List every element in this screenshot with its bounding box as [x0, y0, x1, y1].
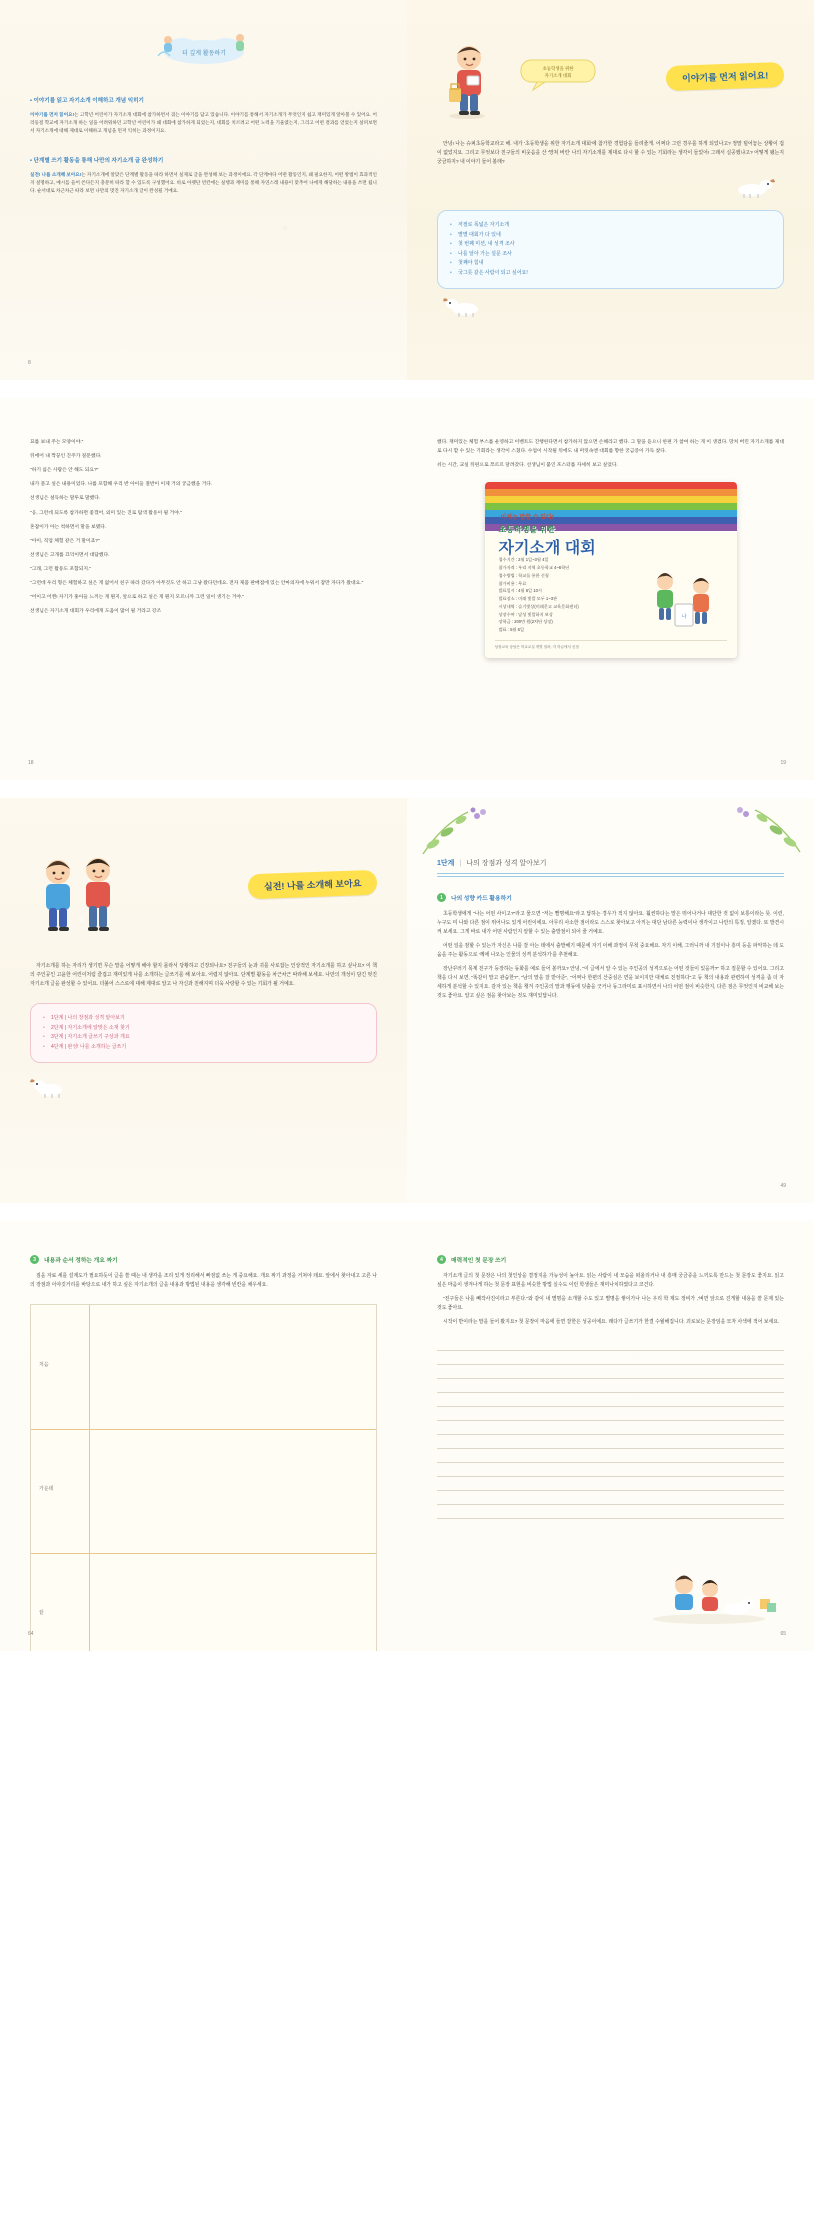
list-item: • 국그릇 같은 사람이 되고 싶어요! [450, 269, 771, 279]
speech-bubble-icon [519, 56, 599, 96]
chapter-body: 안녕! 나는 슈퍼초등학교라고 해. 내가 '초등학생을 위한 자기소개 대회'에 참가한 경험담을 들려줄게. 어쩌다 그런 경우를 하게 되었나고? 정말 털어놓는 상황이 겁이 없었지요. 그리고 무엇보다 친구들의 비웃음을 산 '망쳐 버린' 나의 자기소개를 제대로 다시 할 수 있는 기회라는 생각이 들었어! 그래서 실공했냐고? 어떻게 됐는지 궁금하지? 내 이야기 들어 볼래? [437, 142, 784, 166]
spread-1 [0, 0, 814, 380]
list-item: • 별별 대회가 다 있네 [450, 231, 771, 241]
toc-callout [437, 210, 784, 289]
poster-info [499, 556, 579, 634]
poster-info-row: 발표 : 5월 6일 [498, 627, 524, 633]
boy-figure-icon [437, 32, 511, 120]
writing-line[interactable] [437, 1407, 784, 1421]
poster-info-row: 상장수여 : 달성 빛깔하지 보상 [498, 611, 553, 617]
page-number: 49 [780, 1183, 786, 1189]
poster-info-row: 장학금 : 200만 원(2차단 상장) [498, 619, 553, 625]
poster-kicker: 이제는 말할 수 있다! [500, 515, 554, 522]
worksheet-divider [31, 1429, 376, 1430]
page-number: 64 [28, 1631, 34, 1637]
body-text: 는 고학년 어린이가 자기소개 대회에 참가하면서 겪는 이야기를 담고 있습니다. 이야기를 통해서 자기소개가 무엇인지 쉽고 재미있게 알아볼 수 있어요. 어리둥절 학교에 자기소개 하는 일을 어려워하던 고학년 어린이가 왜 대회에 참가하게 되었는지, 대회를 치르려고 어떤 노력을 기울였는지, 그리고 어떤 결과를 얻었는지 살펴보면서 자기소개에 대해 제대로 이해하고 개념을 먼저 익히는 과정이지요. [30, 112, 377, 134]
page-right-1 [407, 0, 814, 380]
two-boys-figure-icon [30, 848, 134, 940]
section-header [30, 1255, 377, 1264]
writing-line[interactable] [437, 1505, 784, 1519]
dog-illustration [437, 172, 784, 196]
header-illustration [30, 848, 377, 940]
section-block-2 [30, 156, 377, 195]
writing-line[interactable] [437, 1379, 784, 1393]
page-number: 18 [28, 760, 34, 766]
poster-info-row: 참가자격 : 우리 지역 초등학교 4~6학년 [498, 565, 570, 571]
section-paragraph: 초등학생에게 "나는 어떤 사이고?"라고 물으면 "저는 빨명해요"라고 답하는 경우가 적지 않아요. 훨씬하다는 말은 뛰어나거나 대단한 것 없이 보통이라는 뜻. 이런, 누구도 미 나와 다른 점이 뛰어나도 있게 어린이에요. 아무리 사소한 점이라도 스스로 찾아보고 아끼는 대단 남다른 능력이나 생각이고 나만의 특징, 알겠다. 또 발견시켜 보세요. 그게 바로 내가 어떤 사람인지 알할 수 있는 출발점이 되어 줄 거예요. [437, 912, 784, 936]
section-paragraph: 시작이 반이라는 말을 들어 봤지요? 첫 문장이 마음에 들면 잘한은 성공이에요. 래다가 글쓰기가 한결 수월해집니다. 괴로보는 문장임을 모자 사색에 적어 보세요. [443, 1320, 780, 1326]
contest-poster [485, 482, 737, 658]
steps-callout [30, 1003, 377, 1063]
story-text-left [30, 438, 377, 616]
kids-writing-illustration-icon [634, 1567, 784, 1625]
story-line: "어이고 어쩐! 자기가 홍아들 느끼는 게 뭔지, 앞으로 하고 싶은 게 뭔지 모르니까 그런 일이 생기는 거야." [30, 595, 245, 601]
floral-decor-right-icon [690, 802, 810, 862]
chapter-body: 자기소개를 하는 자리가 생기면 무슨 말을 어떻게 해야 할지 몰라서 당황하고 긴장되나요? 친구들의 눈과 귀를 사로잡는 인상적인 자기소개를 하고 싶나요? 이 책의 주인공인 고윤한 어린이처럼 즐겁고 재미있게 나를 소개하는 글쓰기를 해 보아요. 어렵지 않아요. 단계별 활동을 차근차근 따라해 보세요. 나만의 개성이 담긴 멋진 자기소개 글을 완성할 수 있어요. 더불어 스스로에 대해 제대로 알고 나 자신과 친해지며 더욱 사랑할 수 있는 기회가 될 거예요. [30, 964, 377, 988]
section-title: 나의 성향 카드 활용하기 [451, 896, 512, 902]
worksheet-divider [89, 1305, 90, 1651]
story-line: "그런데 우리 형은 체험하고 싶은 게 없어서 친구 따라 갔다가 아무것도 안 하고 그냥 왔다던데요. 전자 제품 판매점에 있는 안마의자에 누워서 잠만 자다가 왔대요." [30, 581, 364, 587]
poster-footer: 성장교육 상담은 학교교실 개별 열려, 각 학급에서 신청 [495, 640, 727, 650]
page-number: 65 [780, 1631, 786, 1637]
poster-kids-illustration [643, 562, 733, 642]
story-line: "그래, 그런 활동도 포함되지." [30, 566, 92, 572]
writing-line[interactable] [437, 1351, 784, 1365]
dog-bottom-illustration [437, 289, 784, 319]
step-subtitle: 나의 장점과 성격 알아보기 [466, 860, 547, 867]
list-item: • 나를 알아 가는 설문 조사 [450, 250, 771, 260]
list-item: • 4단계 | 완성! 나를 소개하는 글쓰기 [43, 1043, 364, 1053]
worksheet-divider [31, 1553, 376, 1554]
story-line: "하기 싫은 사람은 안 해도 되요?" [30, 468, 99, 474]
dog-illustration-icon [30, 1073, 74, 1099]
section-paragraph: "친구들은 나를 빼작사진이라고 부른다."와 같이 내 별명을 소개할 수도 있고 별명을 쌓이가나 나는 우리 학 제도 정비가 ,'벼면 앞으로 진게할 내용을 쓸 문제 있는 것도 좋아요. [437, 1297, 784, 1312]
poster-title-line1: 초등학생을 위한 [498, 525, 555, 535]
section-paragraph: 어떤 일을 잠할 수 있는가 자신은 나를 잘 아는 데에서 출발해기 때문에 자기 이해 과정이 무척 중요해요. 자기 이해, 그러니까 내 기질이나 흥미 등을 파악하는 데 도움을 주는 활동으로 '께에 나오는 인물의 성격 분석하기'를 추천해요. [437, 944, 784, 959]
cloud-banner [30, 26, 377, 68]
section-number-chip: 4 [437, 1255, 446, 1264]
story-line: 쉬는 시간, 교실 뒤편으로 쪼르르 달려갔다. 선생님이 붙인 포스터를 자세히 보고 싶었다. [437, 463, 618, 469]
list-item: • 3단계 | 자기소개 글쓰기 구상과 개요 [43, 1033, 364, 1043]
page-left-4 [0, 1221, 407, 1651]
toc-list [450, 221, 771, 278]
svg-text:초등학생을 위한: 초등학생을 위한 [542, 66, 574, 71]
writing-line[interactable] [437, 1365, 784, 1379]
page-right-3 [407, 798, 814, 1203]
writing-line[interactable] [437, 1463, 784, 1477]
worksheet-row-label: 처음 [39, 1362, 49, 1369]
body-text: 는 자기소개에 알맞은 단계별 활동을 따라 하면서 실제로 글을 완성해 보는 과정이에요. 각 단계마다 어떤 활동인지, 왜 필요한지, 어떤 방법이 효과적인지 설명하고, 예시를 들어 쓴다든지 충분히 따라 할 수 있도록 구성했어요. 바로 아랫단 빈칸에는 실행과 재미를 통해 자연스레 내용이 맞추어 나에게 해당하는 내용을 쓰면 됩니다. 순서대로 차근차근 따라 보면 나만의 멋진 자기소개 글이 완성될 거예요. [30, 171, 377, 193]
page-right-2 [407, 398, 814, 780]
spread-2 [0, 398, 814, 780]
story-line: 내가 묻고 싶은 내용이었다. 나를 포함해 우리 반 아이들 절반이 이제 거의 궁금했을 거다. [30, 482, 213, 488]
chapter-ribbon: 이야기를 먼저 읽어요! [665, 61, 784, 90]
writing-line[interactable] [437, 1393, 784, 1407]
worksheet-row-label: 끝 [39, 1610, 44, 1617]
story-line: 선생님은 고개를 끄덕이면서 대답했다. [30, 552, 110, 558]
writing-lines[interactable] [437, 1337, 784, 1519]
poster-info-row: 발표장소 : 미래 빛깔 모두 1~3관 [498, 596, 558, 602]
poster-info-row: 접수기간 : 2월 1일~3월 4일 [498, 557, 549, 563]
lead-text: 이야기를 먼저 읽어요! [30, 112, 75, 117]
story-line: 했다. 재미있는 체험 부스를 운영하고 이벤트도 진행한다면서 참가하지 않으면 손해라고 했다. 그 말을 듣으니 한편 가 참여 하는 게 이 생겼다. 망쳐 버린 자기소개를 제대로 다시 할 수 있는 기회라는 생각이 스쳤다. 수업이 시작될 뒤에도 내 머릿속엔 대회를 향한 궁금증이 가득 찼다. [437, 440, 784, 455]
spread-gap [0, 780, 814, 798]
step-number: 1단계 [437, 860, 455, 867]
section-body [30, 171, 377, 195]
section-header [437, 1255, 784, 1264]
section-number-chip: 1 [437, 893, 446, 902]
section-header [437, 893, 784, 902]
list-item: • 첫 번째 미션, 내 성격 조사 [450, 240, 771, 250]
story-line: "아이, 직업 체험 같은 거 말이죠?" [30, 538, 100, 544]
poster-info-row: 참가비용 : 무료 [498, 580, 527, 586]
writing-line[interactable] [437, 1449, 784, 1463]
header-illustration [437, 32, 784, 120]
page-left-1 [0, 0, 407, 380]
lead-text: 실전! 나를 소개해 보아요! [30, 171, 82, 177]
writing-line[interactable] [437, 1477, 784, 1491]
floral-decor-left-icon [413, 804, 563, 864]
svg-text:자기소개 대회: 자기소개 대회 [544, 73, 572, 78]
list-item: • 저절로 폭넓은 자기소개 [450, 221, 771, 231]
poster-info-row: 접수방법 : 학교를 통한 신청 [498, 572, 549, 578]
story-line: 혼잡이가 아는 척하면서 말을 보탰다. [30, 524, 107, 530]
ribbon-wrap [666, 64, 784, 89]
poster-info-row: 발표일시 : 4월 6일 10시 [498, 588, 542, 594]
story-line: 선생님은 설득하는 말투로 말했다. [30, 496, 101, 502]
poster-title [499, 524, 596, 558]
poster-title-line2: 자기소개 대회 [498, 540, 596, 558]
section-paragraph: 자기소개 글의 첫 문장은 나의 첫인상을 결정지을 가능성이 높아요. 읽는 사람이 내 모습을 떠올리거나 내 흥매 궁금증을 느끼도록 만드는 첫 문장도 좋지요. 읽고 싶은 마음이 생겨나게 하는 첫 문장 표현을 비슷한 방법 실수도 이런 학생들은 재미나치하였다고 코건다. [437, 1274, 784, 1289]
section-number-chip: 3 [30, 1255, 39, 1264]
spread-gap [0, 380, 814, 398]
chapter-ribbon: 실전! 나를 소개해 보아요 [247, 869, 377, 899]
ribbon-wrap [248, 872, 377, 897]
spread-3 [0, 798, 814, 1203]
section-heading: • 이야기를 읽고 자기소개 이해하고 개념 익히기 [30, 96, 377, 104]
page-number: 8 [28, 360, 31, 366]
story-line: 뒤에어 내 짝꿍인 진주가 질문했다. [30, 454, 102, 460]
spread-4 [0, 1221, 814, 1651]
list-item: • 첫째야 힘내 [450, 259, 771, 269]
svg-text:나: 나 [681, 614, 686, 621]
steps-list [43, 1014, 364, 1052]
list-item: • 1단계 | 나의 장점과 성격 알아보기 [43, 1014, 364, 1024]
page-left-2 [0, 398, 407, 780]
section-title: 내용과 순서 정하는 개요 짜기 [44, 1258, 118, 1264]
writing-line[interactable] [437, 1421, 784, 1435]
section-heading: • 단계별 쓰기 활동을 통해 나만의 자기소개 글 완성하기 [30, 156, 377, 164]
writing-line[interactable] [437, 1337, 784, 1351]
svg-text:더 깊게 활동하기: 더 깊게 활동하기 [181, 51, 226, 57]
page-number: 19 [780, 760, 786, 766]
section-block-1 [30, 96, 377, 135]
page-left-3 [0, 798, 407, 1203]
poster-info-row: 시상내역 : 슬기빛상(미래문고 교육문화센터) [498, 603, 579, 609]
outline-worksheet[interactable] [30, 1304, 377, 1651]
worksheet-row-label: 가운데 [39, 1486, 54, 1493]
story-line: 묘를 보내 주는 모양이야." [30, 440, 84, 445]
section-paragraph: 짐을 자료 세를 설계도가 필요하듯이 글을 쓸 때는 내 생각을 조리 있게 정리해서 빠짐없 쓰는 게 중요해요. 개요 짜기 과정을 거쳐야 돼요. 앞에서 찾아내고 고른 나의 장점과 이야깃거리를 바탕으로 내가 하고 싶은 자기소개의 글을 내용과 방법된 내용을 생각해 빈칸을 채우세요. [30, 1274, 377, 1289]
writing-line[interactable] [437, 1491, 784, 1505]
story-line: 선생님은 자기소개 대회가 우리에게 도움이 많이 될 거라고 강조 [30, 609, 162, 615]
spread-gap [0, 1203, 814, 1221]
section-title: 매력적인 첫 문장 쓰기 [451, 1258, 507, 1264]
story-line: "응, 그런데 되도록 참가하면 좋겠어, 외미 있는 진로 탐색 활동이 될 거야." [30, 510, 182, 516]
section-paragraph: 장난꾸러기 목계 친구가 등장하는 동화를 예로 들어 볼까요? 안녕, "이 글에서 알 수 있는 주인공의 성격으로는 어떤 것들이 있을까?" 하고 질문할 수 있어요. 그리고 책을 다시 보면, "똑같이 말고 관습한?", "남의 말을 잘 받아준", "어쩌나 한편의 산중심은 면을 보이지만 대체로 친절하다"고 등 책의 내용과 관련하여 성격을 좀 더 자세하게 분석할 수 있지요. 감자 있는 책을 챙겨 주인공의 말과 행동에 덧출을 긋거나 동그라미로 표시하면서 나의 어떤 점이 비슷한지, 다른 점은 무엇인지 비교해 보는 것도 좋아요. 알고 싶은 점을 찾아보는 것도 재미있답니다. [437, 967, 784, 1000]
section-body [30, 111, 377, 135]
writing-line[interactable] [437, 1435, 784, 1449]
step-header: 1단계 | 나의 장점과 성격 알아보기 [437, 858, 784, 874]
page-right-4 [407, 1221, 814, 1651]
list-item: • 2단계 | 자기소개에 알맞은 소재 찾기 [43, 1024, 364, 1034]
story-text-right [437, 438, 784, 470]
